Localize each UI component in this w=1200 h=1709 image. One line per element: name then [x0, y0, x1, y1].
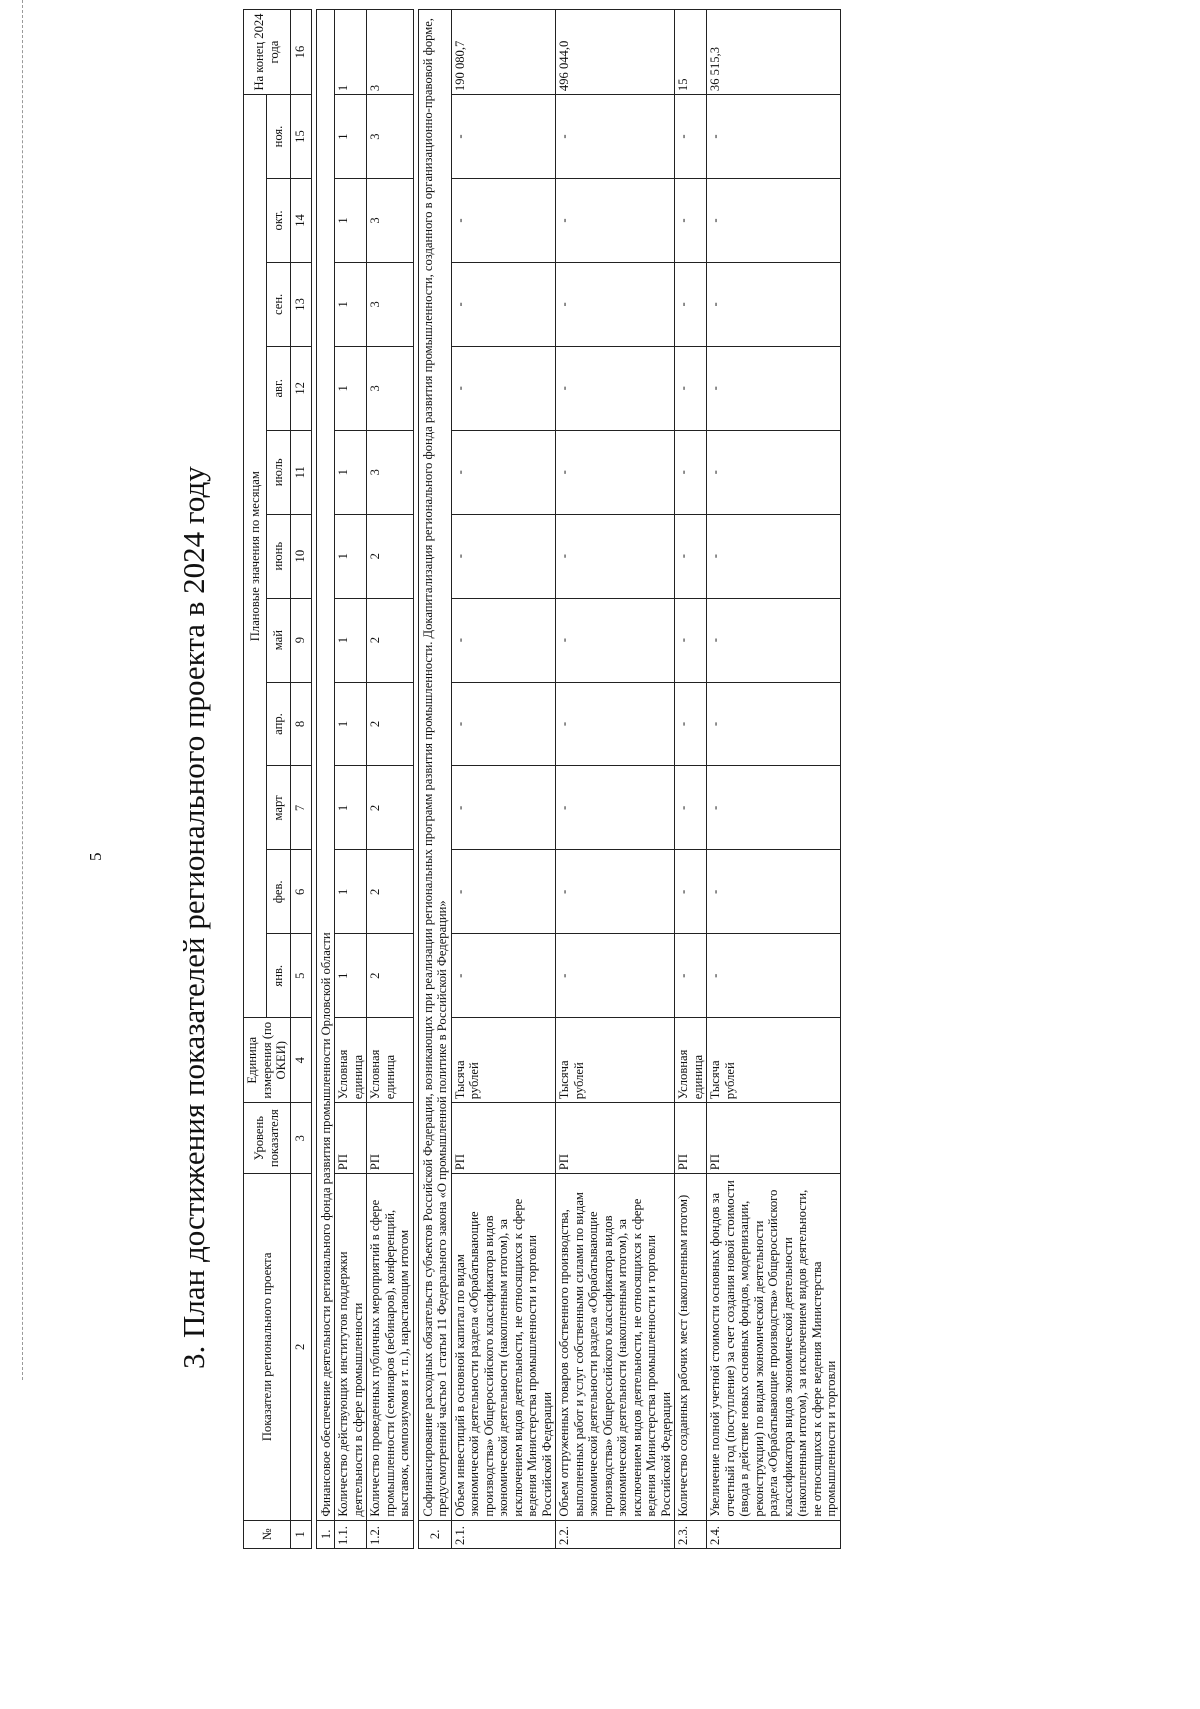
month-value: - — [556, 262, 675, 346]
year-end-value: 15 — [675, 10, 707, 95]
header-month: авг. — [267, 346, 290, 430]
page-number: 5 — [86, 852, 105, 861]
month-value: - — [451, 514, 556, 598]
month-value: - — [675, 934, 707, 1018]
month-value: - — [451, 179, 556, 263]
month-value: - — [675, 179, 707, 263]
month-value: 1 — [335, 346, 367, 430]
column-number: 5 — [290, 934, 311, 1018]
month-value: - — [707, 850, 841, 934]
column-number: 1 — [290, 1520, 311, 1548]
table-body — [311, 10, 840, 1549]
month-value: - — [675, 850, 707, 934]
month-value: - — [675, 514, 707, 598]
column-number: 2 — [290, 1174, 311, 1521]
indicator-name: Увеличение полной учетной стоимости основных фондов за отчетный год (поступление) за счет создания новой стоимости (ввода в действие новых основных фондов, модернизации, реконструкции) по видам экономической деятельности раздела «Обрабатывающие производства» Общероссийского классификатора видов экономической деятельности (накопленным итогом), за исключением видов деятельности, не относящихся к сфере ведения Министерства промышленности и торговли — [707, 1174, 841, 1521]
row-number: 1.2. — [367, 1520, 414, 1548]
month-value: - — [556, 179, 675, 263]
year-end-value: 1 — [335, 10, 367, 95]
header-month: май — [267, 598, 290, 682]
year-end-value: 190 080,7 — [451, 10, 556, 95]
header-no: № — [244, 1520, 291, 1548]
month-value: - — [707, 430, 841, 514]
month-value: - — [556, 934, 675, 1018]
month-value: - — [451, 262, 556, 346]
indicator-unit: Тысяча рублей — [556, 1018, 675, 1103]
section-number: 1. — [316, 1520, 335, 1548]
month-value: - — [675, 598, 707, 682]
month-value: - — [451, 430, 556, 514]
indicator-unit: Условная единица — [675, 1018, 707, 1103]
column-number: 6 — [290, 850, 311, 934]
month-value: 2 — [367, 514, 414, 598]
table-row — [335, 10, 367, 1549]
month-value: - — [451, 346, 556, 430]
header-month: янв. — [267, 934, 290, 1018]
month-value: 2 — [367, 850, 414, 934]
table-row — [556, 10, 675, 1549]
month-value: 2 — [367, 766, 414, 850]
indicator-name: Количество проведенных публичных мероприятий в сфере промышленности (семинаров (вебинаров), конференций, выставок, симпозиумов и т. п.), нарастающим итогом — [367, 1174, 414, 1521]
month-value: - — [707, 682, 841, 766]
header-month: сен. — [267, 262, 290, 346]
header-month: март — [267, 766, 290, 850]
year-end-value: 3 — [367, 10, 414, 95]
month-value: - — [556, 346, 675, 430]
section-row — [418, 10, 451, 1549]
header-row-1 — [244, 10, 267, 1549]
indicator-unit: Условная единица — [367, 1018, 414, 1103]
section-row — [316, 10, 335, 1549]
month-value: - — [556, 850, 675, 934]
indicator-name: Объем инвестиций в основной капитал по видам экономической деятельности раздела «Обрабатывающие производства» Общероссийского классификатора видов экономической деятельности (накопленным итогом), за исключением видов деятельности, не относящихся к сфере ведения Министерства промышленности и торговли Российской Федерации — [451, 1174, 556, 1521]
indicator-level: РП — [707, 1103, 841, 1174]
header-month: апр. — [267, 682, 290, 766]
section-title: Финансовое обеспечение деятельности регионального фонда развития промышленности Орловской области — [316, 10, 335, 1521]
month-value: - — [675, 682, 707, 766]
month-value: 2 — [367, 682, 414, 766]
row-number: 2.3. — [675, 1520, 707, 1548]
header-level: Уровень показателя — [244, 1103, 291, 1174]
column-number: 10 — [290, 514, 311, 598]
indicator-level: РП — [556, 1103, 675, 1174]
indicator-name: Количество действующих институтов поддержки деятельности в сфере промышленности — [335, 1174, 367, 1521]
column-number: 16 — [290, 10, 311, 95]
indicator-level: РП — [675, 1103, 707, 1174]
indicator-level: РП — [367, 1103, 414, 1174]
month-value: - — [451, 766, 556, 850]
month-value: - — [556, 766, 675, 850]
section-title: Софинансирование расходных обязательств субъектов Российской Федерации, возникающих при реализации региональных программ развития промышленности. Докапитализация регионального фонда развития промышленности, созданного в организационно-правовой форме, предусмотренной частью 1 статьи 11 Федерального закона «О промышленной политике в Российской Федерации» — [418, 10, 451, 1521]
year-end-value: 36 515,3 — [707, 10, 841, 95]
header-month: ноя. — [267, 95, 290, 179]
month-value: 2 — [367, 598, 414, 682]
header-month: июнь — [267, 514, 290, 598]
month-value: - — [451, 95, 556, 179]
month-value: 3 — [367, 95, 414, 179]
month-value: 3 — [367, 346, 414, 430]
page-title: 3. План достижения показателей регионального проекта в 2024 году — [176, 466, 211, 1369]
header-month: июль — [267, 430, 290, 514]
month-value: - — [556, 95, 675, 179]
month-value: 1 — [335, 430, 367, 514]
month-value: - — [707, 766, 841, 850]
month-value: 1 — [335, 262, 367, 346]
header-month: фев. — [267, 850, 290, 934]
month-value: - — [556, 514, 675, 598]
month-value: - — [451, 598, 556, 682]
month-value: - — [675, 262, 707, 346]
month-value: - — [707, 179, 841, 263]
indicators-plan-table — [243, 9, 841, 1549]
month-value: - — [707, 95, 841, 179]
row-number: 2.2. — [556, 1520, 675, 1548]
header-planned: Плановые значения по месяцам — [244, 95, 267, 1018]
month-value: 1 — [335, 514, 367, 598]
row-number: 2.4. — [707, 1520, 841, 1548]
header-month: окт. — [267, 179, 290, 263]
row-number: 2.1. — [451, 1520, 556, 1548]
month-value: 2 — [367, 934, 414, 1018]
table-row — [707, 10, 841, 1549]
year-end-value: 496 044,0 — [556, 10, 675, 95]
month-value: 3 — [367, 430, 414, 514]
month-value: - — [675, 95, 707, 179]
month-value: - — [707, 262, 841, 346]
column-number: 8 — [290, 682, 311, 766]
month-value: - — [556, 598, 675, 682]
indicator-name: Объем отгруженных товаров собственного производства, выполненных работ и услуг собственными силами по видам экономической деятельности раздела «Обрабатывающие производства» Общероссийского классификатора видов экономической деятельности (накопленным итогом), за исключением видов деятельности, не относящихся к сфере ведения Министерства промышленности и торговли Российской Федерации — [556, 1174, 675, 1521]
section-number: 2. — [418, 1520, 451, 1548]
month-value: 3 — [367, 179, 414, 263]
column-numbers-row — [290, 10, 311, 1549]
table-row — [675, 10, 707, 1549]
month-value: - — [675, 766, 707, 850]
month-value: - — [707, 598, 841, 682]
indicator-unit: Условная единица — [335, 1018, 367, 1103]
indicator-unit: Тысяча рублей — [707, 1018, 841, 1103]
month-value: - — [707, 514, 841, 598]
indicator-level: РП — [451, 1103, 556, 1174]
month-value: - — [675, 430, 707, 514]
header-indicator: Показатели регионального проекта — [244, 1174, 291, 1521]
month-value: 1 — [335, 766, 367, 850]
month-value: 1 — [335, 95, 367, 179]
column-number: 9 — [290, 598, 311, 682]
month-value: 1 — [335, 682, 367, 766]
column-number: 11 — [290, 430, 311, 514]
month-value: 1 — [335, 850, 367, 934]
month-value: 1 — [335, 179, 367, 263]
month-value: 3 — [367, 262, 414, 346]
header-unit: Единица измерения (по ОКЕИ) — [244, 1018, 291, 1103]
month-value: 1 — [335, 934, 367, 1018]
column-number: 12 — [290, 346, 311, 430]
indicator-name: Количество созданных рабочих мест (накопленным итогом) — [675, 1174, 707, 1521]
column-number: 3 — [290, 1103, 311, 1174]
month-value: 1 — [335, 598, 367, 682]
month-value: - — [451, 682, 556, 766]
table-row — [367, 10, 414, 1549]
month-value: - — [556, 430, 675, 514]
column-number: 15 — [290, 95, 311, 179]
month-value: - — [451, 850, 556, 934]
month-value: - — [556, 682, 675, 766]
month-value: - — [707, 346, 841, 430]
row-number: 1.1. — [335, 1520, 367, 1548]
column-number: 14 — [290, 179, 311, 263]
indicator-unit: Тысяча рублей — [451, 1018, 556, 1103]
column-number: 13 — [290, 262, 311, 346]
table-row — [451, 10, 556, 1549]
column-number: 7 — [290, 766, 311, 850]
column-number: 4 — [290, 1018, 311, 1103]
month-value: - — [707, 934, 841, 1018]
month-value: - — [675, 346, 707, 430]
month-value: - — [451, 934, 556, 1018]
header-year-end: На конец 2024 года — [244, 10, 291, 95]
indicator-level: РП — [335, 1103, 367, 1174]
